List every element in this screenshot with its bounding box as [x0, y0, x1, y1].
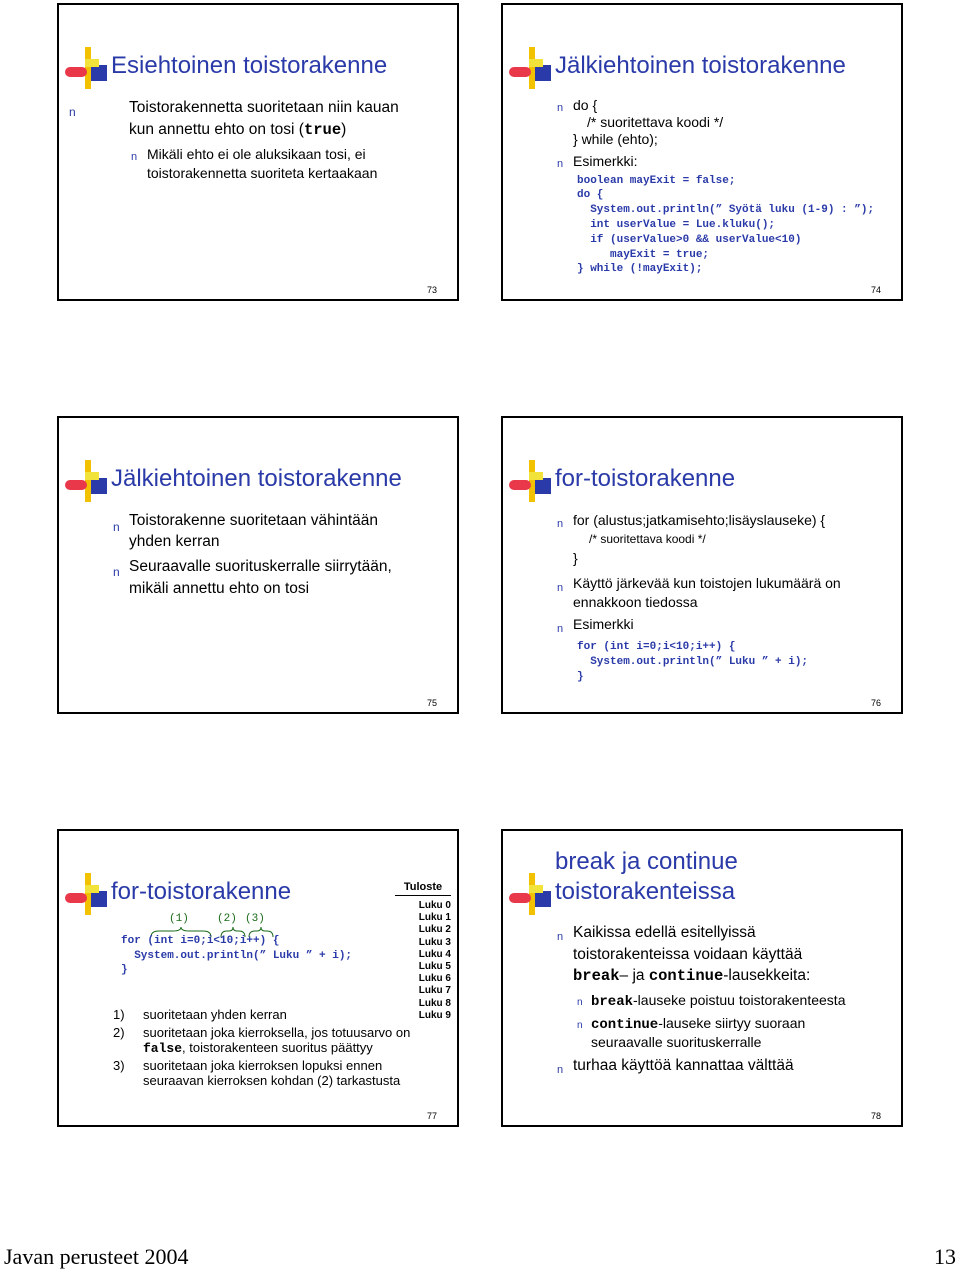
slide-text-line: Toistorakenne suoritetaan vähintään: [129, 512, 379, 529]
slide-text-line: /* suoritettava koodi */: [587, 114, 724, 130]
slide-number: 75: [426, 698, 437, 708]
slide-text-line: Esimerkki: [573, 616, 634, 632]
slide-text-line: ennakkoon tiedossa: [573, 594, 698, 610]
code-line: System.out.println(” Luku ” + i);: [577, 656, 809, 668]
slide-text-line: Esimerkki:: [573, 153, 638, 169]
code-line: }: [121, 964, 128, 976]
code-line: do {: [577, 189, 604, 201]
slide-73: [57, 3, 459, 301]
bullet-icon: n: [557, 1064, 564, 1076]
note-code: false: [143, 1041, 183, 1056]
bullet-icon: n: [113, 565, 120, 579]
slide-text-line: toistorakenteissa voidaan käyttää: [573, 946, 803, 963]
bullet-icon: n: [557, 102, 564, 114]
slide-75: [57, 416, 459, 714]
code-line: boolean mayExit = false;: [577, 175, 736, 187]
code-line: System.out.println(” Syötä luku (1-9) : ”);: [577, 204, 875, 216]
slide-title: Esiehtoinen toistorakenne: [111, 52, 388, 79]
note-text: [143, 1040, 373, 1056]
output-line: Luku 3: [418, 936, 451, 948]
bullet-icon: n: [131, 151, 138, 163]
slide-text-line: [591, 1015, 805, 1033]
output-line: Luku 1: [418, 912, 451, 924]
slide-text-line: toistorakennetta suoriteta kertaakaan: [147, 165, 378, 181]
presentation-logo-icon: [63, 871, 111, 919]
inline-text: -lauseke siirtyy suoraan: [658, 1015, 806, 1031]
slide-text-line: for (alustus;jatkamisehto;lisäyslauseke) {: [573, 512, 826, 528]
slide-text-line: kun annettu ehto on tosi (true): [129, 121, 347, 139]
bullet-icon: n: [557, 518, 564, 530]
code-line: for (int i=0;i<10;i++) {: [121, 935, 280, 947]
slide-title-line: toistorakenteissa: [555, 878, 736, 905]
code-line: } while (!mayExit);: [577, 263, 703, 275]
presentation-logo-icon: [507, 45, 555, 93]
bullet-icon: n: [577, 997, 583, 1008]
inline-code: break: [591, 994, 634, 1010]
slide-title: for-toistorakenne: [555, 465, 736, 492]
slide-text-line: mikäli annettu ehto on tosi: [129, 580, 310, 597]
note-text: , toistorakenteen suoritus päättyy: [182, 1040, 373, 1055]
slide-77: [57, 829, 459, 1127]
bullet-icon: n: [557, 582, 564, 594]
bullet-icon: n: [557, 623, 564, 635]
bullet-icon: n: [557, 158, 564, 170]
slide-text-line: do {: [573, 97, 598, 113]
slide-number: 78: [870, 1111, 881, 1121]
marker-3: (3): [245, 913, 265, 925]
slide-text-line: }: [573, 550, 578, 566]
slide-number: 76: [870, 698, 881, 708]
code-line: if (userValue>0 && userValue<10): [577, 234, 802, 246]
slide-title: Jälkiehtoinen toistorakenne: [555, 52, 846, 79]
output-line: Luku 4: [418, 948, 451, 960]
slide-number: 73: [426, 285, 437, 295]
output-line: Luku 5: [418, 961, 451, 973]
note-number: 3): [113, 1058, 125, 1073]
note-number: 1): [113, 1007, 125, 1022]
slide-text-line: } while (ehto);: [573, 131, 658, 147]
slide-title: [555, 847, 738, 907]
slide-title: Jälkiehtoinen toistorakenne: [111, 465, 402, 492]
inline-code: continue: [591, 1017, 659, 1033]
note-text: suoritetaan yhden kerran: [143, 1007, 287, 1022]
bullet-icon: n: [577, 1020, 583, 1031]
slide-text-line: Käyttö järkevää kun toistojen lukumäärä on: [573, 575, 841, 591]
slide-text-line: [591, 992, 845, 1010]
bullet-icon: n: [69, 105, 76, 119]
code-line: }: [577, 671, 584, 683]
marker-1: (1): [169, 913, 189, 925]
slide-text-line: Kaikissa edellä esitellyissä: [573, 924, 756, 941]
slide-76: [501, 416, 903, 714]
output-line: Luku 0: [418, 900, 451, 911]
presentation-logo-icon: [507, 871, 555, 919]
slide-text-line: Mikäli ehto ei ole aluksikaan tosi, ei: [147, 146, 366, 162]
output-title: Tuloste: [395, 881, 451, 896]
output-line: Luku 2: [418, 924, 451, 936]
output-line: Luku 6: [418, 973, 451, 985]
bullet-icon: n: [557, 931, 564, 943]
slide-text-line: seuraavalle suorituskerralle: [591, 1034, 762, 1050]
marker-2: (2): [217, 913, 237, 925]
output-line: Luku 9: [418, 1009, 451, 1021]
inline-text: -lausekkeita:: [723, 967, 811, 984]
slide-text-line: Seuraavalle suorituskerralle siirrytään,: [129, 558, 392, 575]
inline-code: continue: [648, 967, 724, 985]
slide-74: [501, 3, 903, 301]
output-box: [395, 881, 451, 1022]
slide-text-line: Toistorakennetta suoritetaan niin kauan: [129, 99, 399, 116]
footer-title: Javan perusteet 2004: [4, 1244, 189, 1269]
bullet-icon: n: [113, 520, 120, 534]
slide-text-line: turhaa käyttöä kannattaa välttää: [573, 1057, 794, 1074]
code-line: System.out.println(” Luku ” + i);: [121, 950, 353, 962]
inline-text: – ja: [619, 967, 649, 984]
slide-number: 74: [870, 285, 881, 295]
inline-code: break: [573, 967, 620, 985]
code-line: for (int i=0;i<10;i++) {: [577, 641, 736, 653]
code-line: int userValue = Lue.kluku();: [577, 219, 776, 231]
slide-title-line: break ja continue: [555, 848, 738, 875]
presentation-logo-icon: [63, 458, 111, 506]
page-number: 13: [934, 1244, 956, 1269]
note-number: 2): [113, 1025, 125, 1040]
slide-title: for-toistorakenne: [111, 878, 292, 905]
inline-text: -lauseke poistuu toistorakenteesta: [633, 992, 846, 1008]
note-text: seuraavan kierroksen kohdan (2) tarkastusta: [143, 1073, 401, 1088]
note-text: suoritetaan joka kierroksen lopuksi ennen: [143, 1058, 383, 1073]
output-line: Luku 8: [418, 997, 451, 1009]
code-line: mayExit = true;: [577, 249, 710, 261]
slide-text-line: yhden kerran: [129, 533, 220, 550]
presentation-logo-icon: [63, 45, 111, 93]
note-text: suoritetaan joka kierroksella, jos totuusarvo on: [143, 1025, 411, 1040]
slide-text-line: [573, 967, 810, 985]
slide-78: [501, 829, 903, 1127]
slide-number: 77: [426, 1111, 437, 1121]
slide-text-line: /* suoritettava koodi */: [589, 532, 706, 546]
presentation-logo-icon: [507, 458, 555, 506]
output-line: Luku 7: [418, 985, 451, 997]
